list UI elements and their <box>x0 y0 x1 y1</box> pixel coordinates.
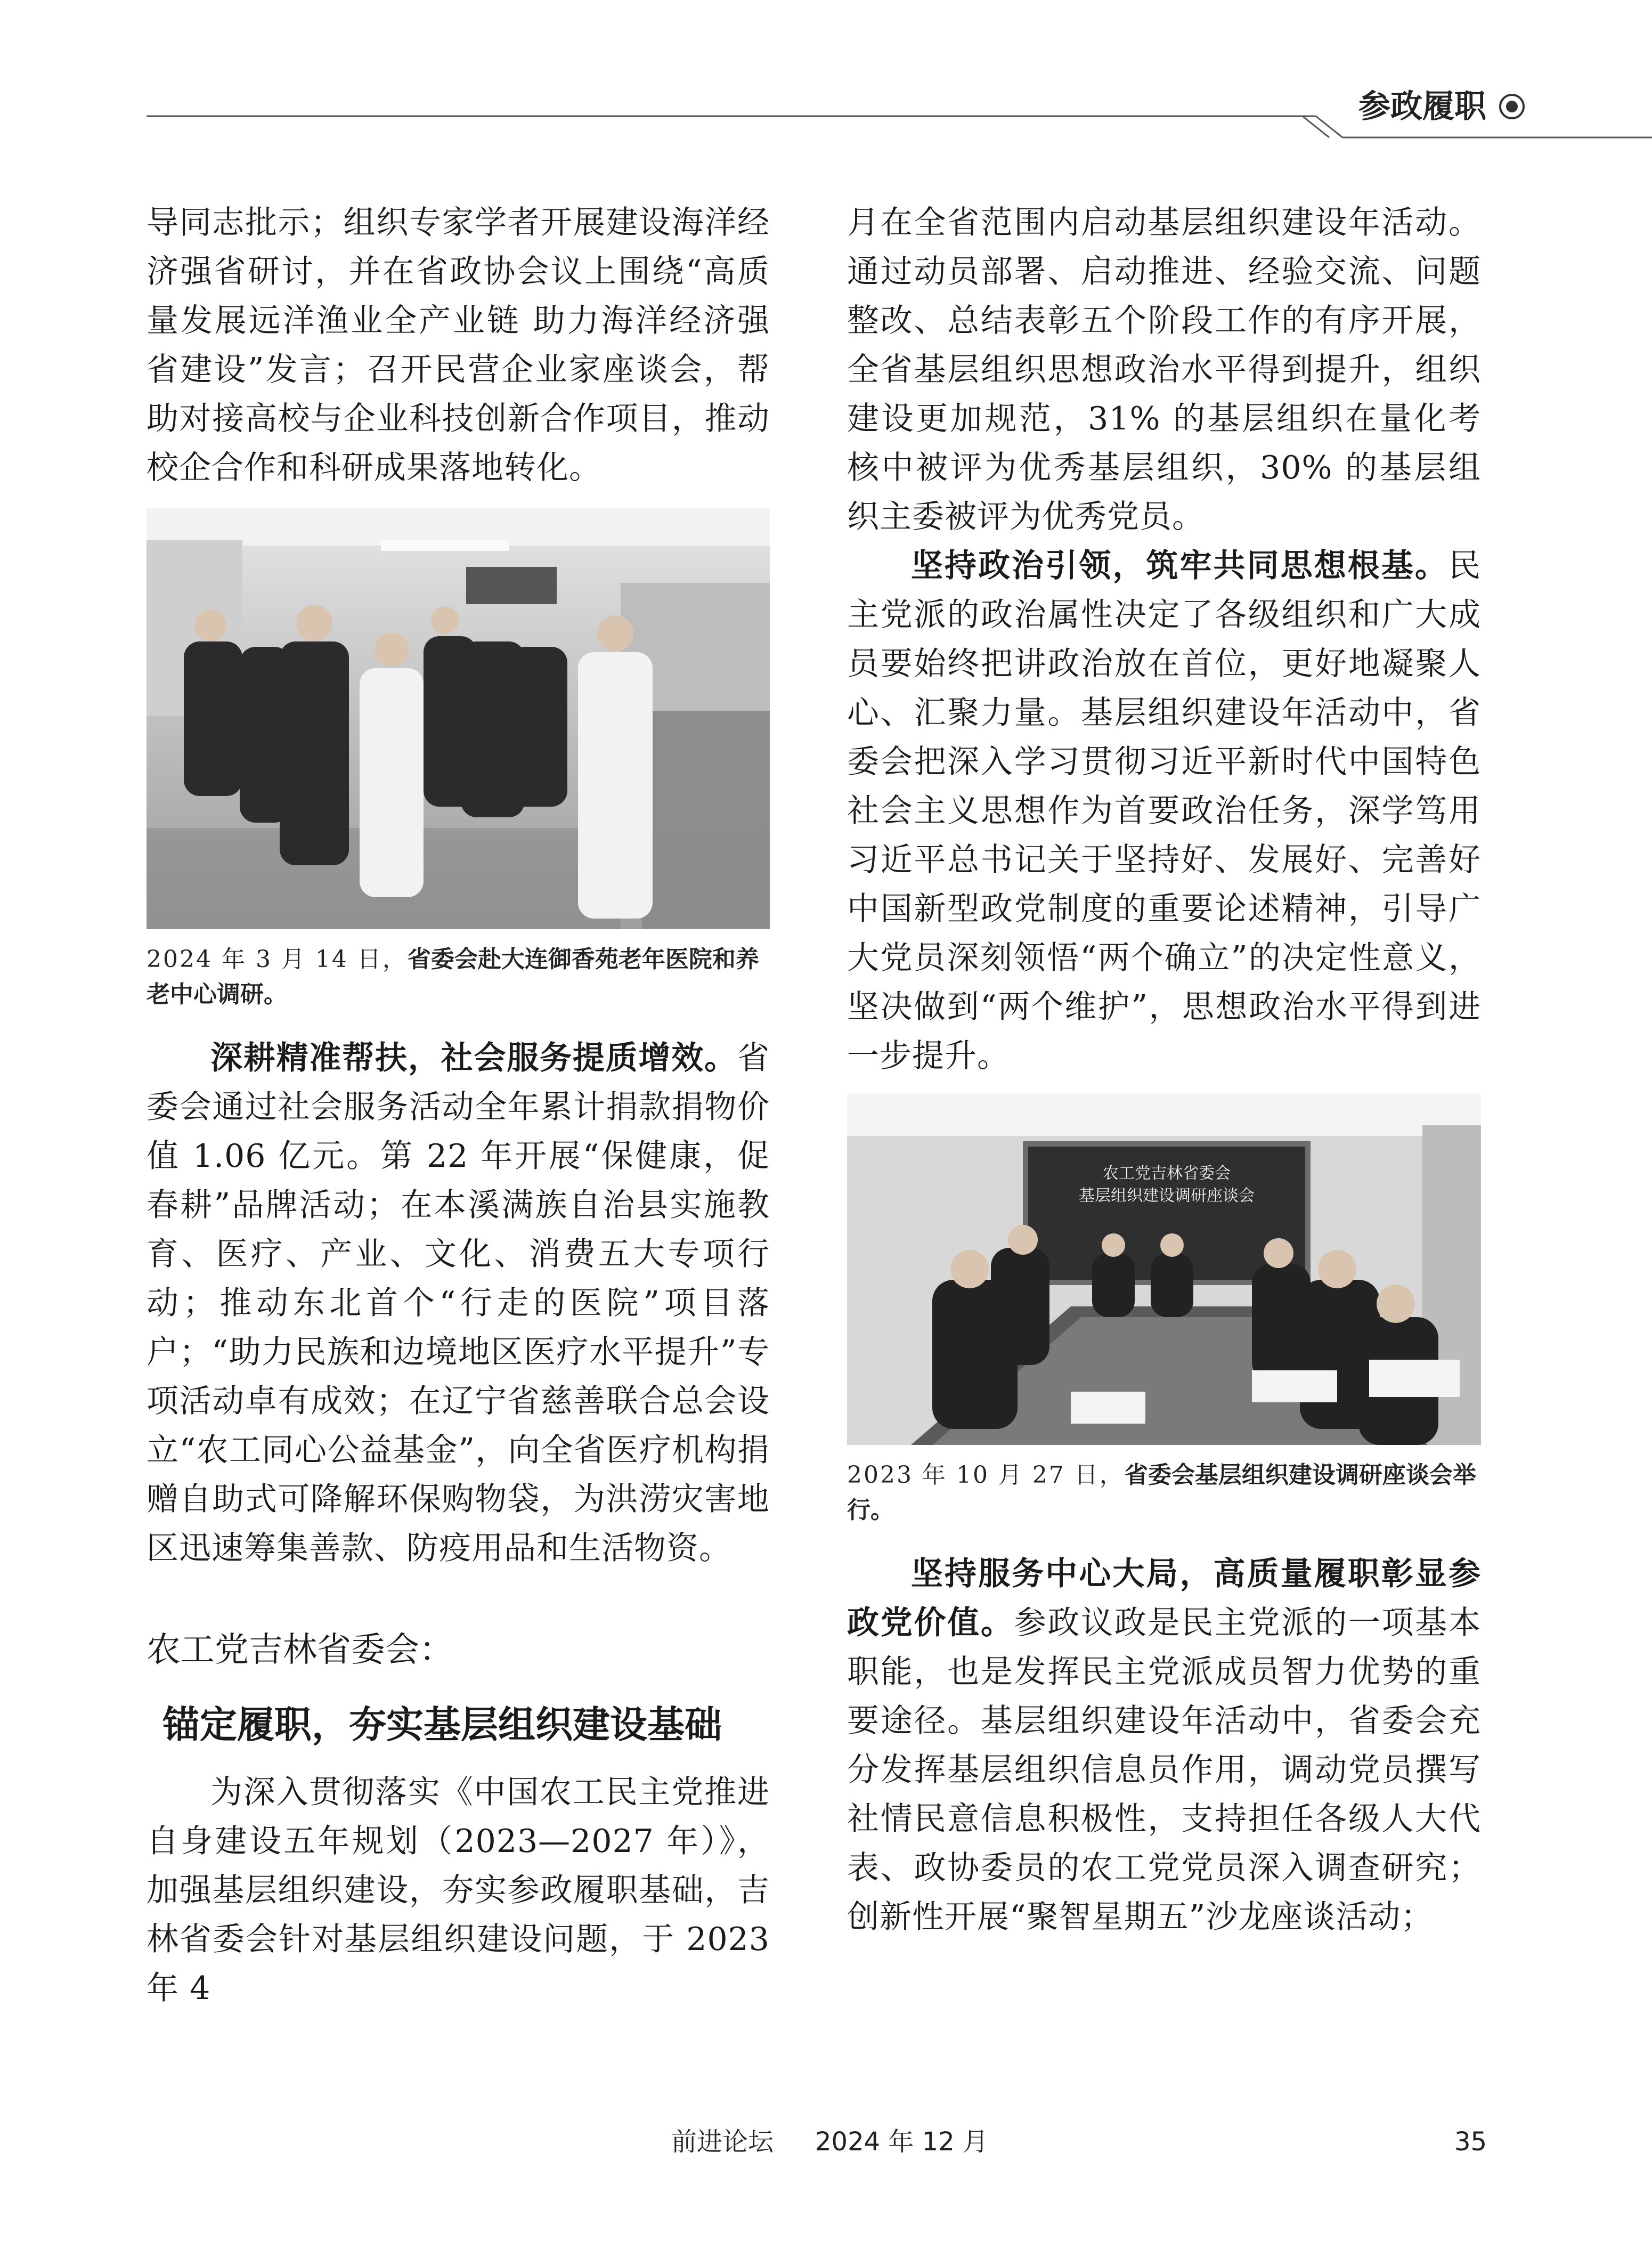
symposium-photo <box>847 1093 1481 1445</box>
footer-magazine: 前进论坛 <box>671 2127 774 2157</box>
symposium-image <box>847 1093 1481 1445</box>
service-text: 参政议政是民主党派的一项基本职能，也是发挥民主党派成员智力优势的重要途径。基层组织建设年活动中，省委会充分发挥基层组织信息员作用，调动党员撰写社情民意信息积极性，支持担任各级人大代表、政协委员的农工党党员深入调查研究；创新性开展“聚智星期五”沙龙座谈活动； <box>847 1604 1482 1936</box>
footer-issue: 2024 年 12 月 <box>815 2127 989 2157</box>
article-org: 农工党吉林省委会： <box>147 1630 453 1670</box>
left-intro-paragraph: 导同志批示；组织专家学者开展建设海洋经济强省研讨，并在省政协会议上围绕“高质量发展远洋渔业全产业链 助力海洋经济强省建设”发言；召开民营企业家座谈会，帮助对接高校与企业科技创新合作项目，推动校企合作和科研成果落地转化。 <box>147 204 770 486</box>
symposium-screen-text <box>1028 1163 1305 1207</box>
hospital-visit-photo <box>147 508 770 929</box>
section-label: 参政履职 <box>1358 88 1486 125</box>
photo1-caption-text: 省委会赴大连御香苑老年医院和养老中心调研。 <box>147 946 759 1008</box>
left-column <box>147 198 770 2013</box>
article-intro-paragraph: 为深入贯彻落实《中国农工民主党推进自身建设五年规划（2023—2027 年）》，加强基层组织建设，夯实参政履职基础，吉林省委会针对基层组织建设问题，于 2023 年 4 <box>147 1774 770 2007</box>
right-column <box>847 198 1481 1942</box>
photo1-caption-date: 2024 年 3 月 14 日， <box>147 946 408 973</box>
social-service-lead: 深耕精准帮扶，社会服务提质增效。 <box>210 1039 737 1077</box>
photo2-caption-date: 2023 年 10 月 27 日， <box>847 1461 1125 1489</box>
photo1-caption <box>147 942 770 1012</box>
service-paragraph <box>847 1549 1481 1942</box>
service-lead: 坚持服务中心大局，高质量履职彰显参政党价值。 <box>847 1555 1481 1642</box>
footer-page-number: 35 <box>1454 2127 1487 2157</box>
screen-line-2: 基层组织建设调研座谈会 <box>1079 1187 1255 1205</box>
activity-paragraph: 月在全省范围内启动基层组织建设年活动。通过动员部署、启动推进、经验交流、问题整改、总结表彰五个阶段工作的有序开展，全省基层组织思想政治水平得到提升，组织建设更加规范，31% 的基层组织在量化考核中被评为优秀基层组织，30% 的基层组织主委被评为优秀党员。 <box>847 204 1481 535</box>
screen-line-1: 农工党吉林省委会 <box>1103 1164 1231 1183</box>
politics-text: 民主党派的政治属性决定了各级组织和广大成员要始终把讲政治放在首位，更好地凝聚人心、汇聚力量。基层组织建设年活动中，省委会把深入学习贯彻习近平新时代中国特色社会主义思想作为首要政治任务，深学笃用习近平总书记关于坚持好、发展好、完善好中国新型政党制度的重要论述精神，引导广大党员深刻领悟“两个确立”的决定性意义，坚决做到“两个维护”，思想政治水平得到进一步提升。 <box>847 547 1481 1075</box>
social-service-paragraph <box>147 1034 770 1573</box>
article-headline: 锚定履职，夯实基层组织建设基础 <box>162 1703 722 1747</box>
target-icon <box>1500 95 1524 118</box>
social-service-text: 省委会通过社会服务活动全年累计捐款捐物价值 1.06 亿元。第 22 年开展“保健康，促春耕”品牌活动；在本溪满族自治县实施教育、医疗、产业、文化、消费五大专项行动；推动东北首个“行走的医院”项目落户；“助力民族和边境地区医疗水平提升”专项活动卓有成效；在辽宁省慈善联合总会设立“农工同心公益基金”，向全省医疗机构捐赠自助式可降解环保购物袋，为洪涝灾害地区迅速筹集善款、防疫用品和生活物资。 <box>147 1039 770 1567</box>
photo2-caption <box>847 1458 1481 1528</box>
hospital-visit-image <box>147 508 770 929</box>
politics-paragraph <box>847 541 1481 1081</box>
politics-lead: 坚持政治引领，筑牢共同思想根基。 <box>911 547 1448 584</box>
photo2-caption-text: 省委会基层组织建设调研座谈会举行。 <box>847 1461 1476 1524</box>
